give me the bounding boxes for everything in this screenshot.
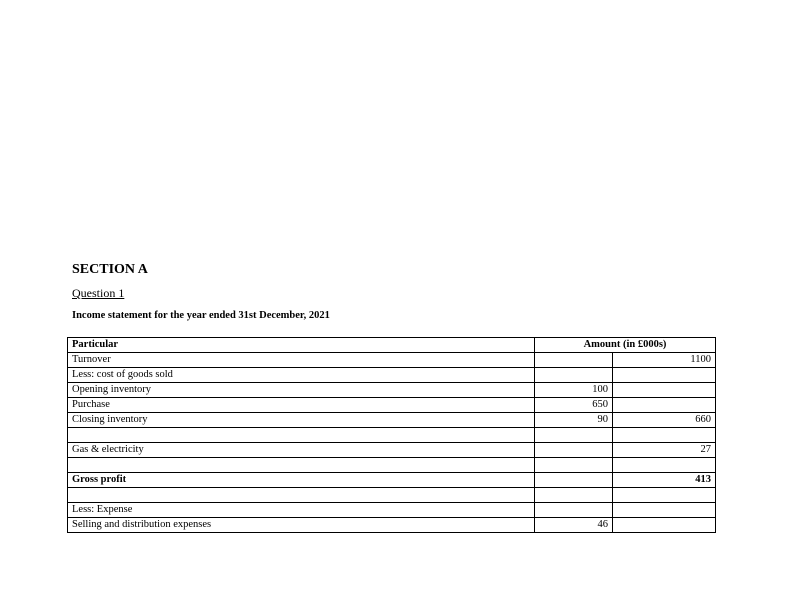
row-label: Selling and distribution expenses	[68, 518, 535, 533]
row-label: Purchase	[68, 398, 535, 413]
row-label: Less: cost of goods sold	[68, 368, 535, 383]
row-amount-sub	[535, 368, 613, 383]
table-row	[68, 428, 716, 443]
row-amount-total	[613, 428, 716, 443]
question-label: Question 1	[72, 286, 125, 300]
row-label: Gross profit	[68, 473, 535, 488]
row-label: Turnover	[68, 353, 535, 368]
row-amount-sub: 46	[535, 518, 613, 533]
table-row	[68, 398, 716, 413]
row-amount-total	[613, 383, 716, 398]
table-row	[68, 518, 716, 533]
table-row	[68, 383, 716, 398]
row-label: Gas & electricity	[68, 443, 535, 458]
row-amount-total: 1100	[613, 353, 716, 368]
header-amount: Amount (in £000s)	[535, 338, 716, 353]
row-amount-total	[613, 458, 716, 473]
row-amount-sub	[535, 473, 613, 488]
row-amount-sub	[535, 488, 613, 503]
table-body	[68, 353, 716, 533]
row-label	[68, 428, 535, 443]
row-amount-total	[613, 503, 716, 518]
row-label: Closing inventory	[68, 413, 535, 428]
row-amount-total: 413	[613, 473, 716, 488]
row-label	[68, 488, 535, 503]
row-amount-total	[613, 368, 716, 383]
table-row	[68, 473, 716, 488]
row-label: Opening inventory	[68, 383, 535, 398]
row-amount-total	[613, 518, 716, 533]
table-header-row	[68, 338, 716, 353]
row-amount-sub	[535, 458, 613, 473]
row-amount-sub: 100	[535, 383, 613, 398]
row-amount-sub: 650	[535, 398, 613, 413]
row-amount-total: 27	[613, 443, 716, 458]
header-particular: Particular	[68, 338, 535, 353]
row-amount-total	[613, 398, 716, 413]
row-amount-sub	[535, 503, 613, 518]
table-row	[68, 458, 716, 473]
row-amount-total: 660	[613, 413, 716, 428]
row-amount-sub: 90	[535, 413, 613, 428]
statement-title: Income statement for the year ended 31st December, 2021	[72, 310, 330, 321]
row-label	[68, 458, 535, 473]
table-row	[68, 413, 716, 428]
section-heading: SECTION A	[72, 262, 148, 277]
table-row	[68, 368, 716, 383]
table-row	[68, 488, 716, 503]
row-amount-sub	[535, 443, 613, 458]
row-amount-sub	[535, 353, 613, 368]
row-label: Less: Expense	[68, 503, 535, 518]
table-row	[68, 503, 716, 518]
row-amount-sub	[535, 428, 613, 443]
income-statement-table	[67, 337, 716, 533]
table-row	[68, 353, 716, 368]
row-amount-total	[613, 488, 716, 503]
table-row	[68, 443, 716, 458]
